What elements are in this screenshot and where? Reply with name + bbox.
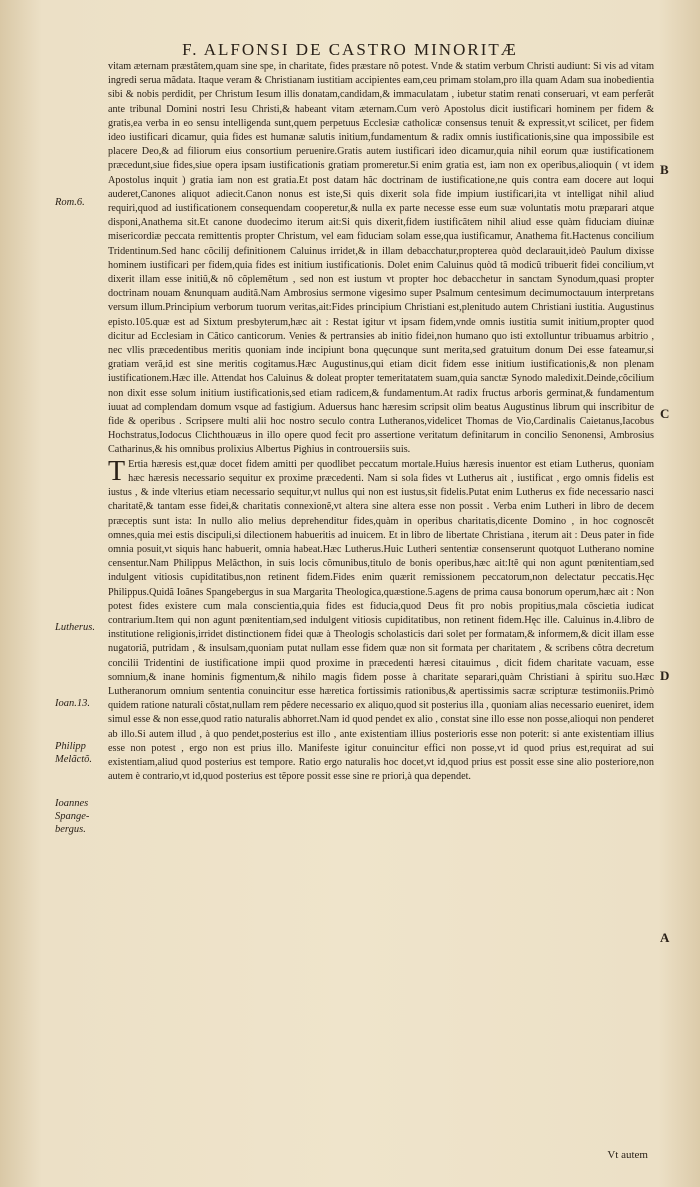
margin-note-ioannes-line2: Spange- <box>55 811 90 822</box>
text-body <box>108 60 654 784</box>
margin-note-ioan: Ioan.13. <box>55 698 90 709</box>
margin-note-ioannes-line3: bergus. <box>55 824 86 835</box>
margin-note-ioannes <box>55 797 105 836</box>
section-letter-a: A <box>660 930 670 945</box>
section-letter-b: B <box>660 162 669 177</box>
margin-note-philipp-line1: Philipp <box>55 741 86 752</box>
margin-note-lutherus: Lutherus. <box>55 622 95 633</box>
section-letter-d: D <box>660 668 670 683</box>
paragraph-2 <box>108 455 654 785</box>
drop-cap: T <box>108 455 126 487</box>
margin-note-rom: Rom.6. <box>55 197 85 208</box>
margin-note-ioannes-line1: Ioannes <box>55 798 89 809</box>
margin-note-philipp-line2: Melãctõ. <box>55 754 93 765</box>
paragraph-1: vitam æternam præstãtem,quam sine spe, in charitate, fides præstare nõ potest. Vnde & statim verbum Christi audiunt: Si vis ad vitam ingredi serua mãdata. Itaque veram & Christianam iustitiam accipientes eam,ceu primam stolam,pro illa quam Adam sua inobedientia sibi & nobis perdidit, per Christum Iesum illis donatam,candidam,& immaculatam , iubetur statim renati conseruari, vt eam perferãt ante tribunal Domini nostri Iesu Christi,& habeant vitam æternam.Cum verò Apostolus dicit iustificari hominem per fidem & gratis,ea verba in eo sensu intelligenda sunt,quem perpetuus Ecclesiæ catholicæ consensus tenuit & expressit,vt scilicet, per fidem ideo iustificari dicamur, quia fides est humanæ salutis initium,fundamentum & radix omnis iustificationis,sine qua impossibile est placere Deo,& ad filiorum eius consortium peruenire.Gratis autem iustificari ideo dicamur,quia nihil eorum quæ iustificationem præcedunt,siue fides,siue opera ipsam iustificationis gratiam promeretur.Si enim gratia est, iam non ex operibus,alioquin ( vt idem Apostolus inquit ) gratia iam non est gratia.Et post datam hãc doctrinam de iustificatione,ne quis contra eam docere aut loqui auderet,Canones aliquot adiecit.Canon nonus est iste,Si quis dixerit sola fide impium iustificari,ita vt intelligat nihil aliud requiri,quod ad iustificationem consequendam cooperetur,& nulla ex parte necesse esse eum suæ voluntatis motu præparari atque disponi,Anathema sit.Et canone duodecimo iterum ait:Si quis dixerit,fidem iustificãtem nihil aliud esse quàm fiduciam diuinæ misericordiæ peccata remittentis propter Christum, vel eam fiduciam solam esse,qua iustificamur, Anathema fit.Hactenus concilium Tridentinum.Sed hanc cõcilij definitionem Caluinus irridet,& in illam debacchatur,propterea quòd declarauit,ideò Paulum dixisse hominem iustificari per fidem,quia fides est initium iustificationis. Dolet enim Caluinus quòd tã modicũ tribuerit fidei concilium,vt dixerit illam esse initiũ,& nõ cõplemẽtum , sed non est iustum vt propter hoc debacchetur in sanctam Synodum,quasi propter doctrinam nouam &nunquam auditã.Nam Ambrosius sermone vigesimo super Psalmum centesimum decimumoctauum interpretans versum illum.Principium verborum tuorum veritas,ait:Fides principium Christiani est,plenitudo autem Christiani iustitia. Augustinus episto.105.quæ est ad Sixtum presbyterum,hæc ait : Restat igitur vt ipsam fidem,vnde omnis iustitia sumit initium,propter quod dicitur ad Ecclesiam in Cãtico canticorum. Venies & pertransies ab initio fidei,non humano quo isti extolluntur tribuamus arbitrio , nec vllis præcedentibus meritis quoniam inde incipiunt bona quęcunque sunt merita,sed gratuitum donum Dei esse fateamur,si gratiam verã,id est sine meritis cogitamus.Hæc Augustinus,qui etiam dicit fidem esse initium iustificationis,& non plenam iustificationem.Hæc ille. Attendat hos Caluinus & doleat propter temeritatatem suam,quia sanctæ Synodo maledixit.Deinde,cõcilium non dixit esse solum initium iustificationis,sed etiam radicem,& fundamentum.At radix fructus arboris germinat,& fundamentum iuuat ad complendam domum vsque ad fastigium. Aduersus hanc hæresim scripsit olim beatus Augustinus librum qui inscribitur de fide & operibus . Scripsere multi alii hoc nostro seculo contra Lutheranos,videlicet Thomas de Vio,Cardinalis Caietanus,Iacobus Hochstratus,Iodocus Clichthouæus in illo opere quod fecit pro assertione veritatum definitarum in concilio Senonensi, Ambrosius Catharinus,& his omnibus prolixius Albertus Pighius in controuersiis suis. <box>108 61 654 456</box>
margin-note-philipp <box>55 740 105 766</box>
section-letter-c: C <box>660 406 670 421</box>
running-head: F. ALFONSI DE CASTRO MINORITÆ <box>182 40 518 59</box>
paragraph-2-text: Ertia hæresis est,quæ docet fidem amitti per quodlibet peccatum mortale.Huius hæresis inuentor est etiam Lutherus, quoniam hæc hæresis necessario sequitur ex proxime præcedenti. Nam si sola fides vt Lutherus ait , iustificat , ergo omnis fidelis est iustus , & inde vlterius etiam necessario sequitur,vt nullus qui non est iustus,sit fidelis.Putat enim Lutherus ex fide necessario nasci charitatẽ,& tantam esse fidei,& charitatis connexionẽ,vt altera sine altera esse non possit . Verba enim Lutheri in libro de decem præceptis sunt ista: In nullo alio melius deprehenditur fides,quàm in operibus charitatis,dicente Domino , in hoc cognoscẽt omnes,quia mei estis discipuli,si dilectionem habueritis ad inuicem. Et in libro de libertate Christiana , iterum ait : Deus pater in fide omnia posuit,vt siquis hanc habuerit, omnia habeat.Hæc Lutherus.Huic Lutheri sententiæ consenserunt quotquot Lutherano nomine censentur.Nam Philippus Melãcthon, in suis locis cõmunibus,titulo de bonis operibus,hæc ait:Itẽ qui non agunt pœnitentiam,sed indulgent vitiosis cupiditatibus,non retinent fidem.Fides enim quærit remissionem peccatorum,non delectatur peccatis.Hęc Philippus.Quidã Ioãnes Spangebergus in sua Margarita Theologica,quæstione.5.agens de prima causa bonorum operum,hæc ait : Non potest fides existere cum mala conscientia,quia fides est fiducia,quod Deus fit pro nobis propitius,mala cõscietia iudicat contrarium.Item qui non agunt pœnitentiam,sed indulgent vitiosis cupiditatibus, non retinent fidem.Hęc ille. Caluinus in.4.libro de institutione religionis,irridet distinctionem fidei quæ à Theologis scholasticis dari solet per formatam,& informem,& dicit illam esse nugatoriã, putridam , & insulsam,quoniam putat nullam esse fidem quæ non sit formata per charitatem , & scribens cõtra decretum concilii Tridentini de iustificatione impii quod proxime in præcedenti hæresi citauimus , dicit fidem charitate vacuam, esse somnium,& inane hominis figmentum,& nihilo magis fidem posse à charitate separari,quàm Christiani à spiritu suo.Hæc Lutheranorum omnium sententia conuincitur esse hæretica fortissimis rationibus,& apertissimis sacræ scripturæ testimoniis.Primò quidem ratione naturali cõstat,nullam rem pẽdere necessario ex aliquo,quod sit posterius illa , quoniam alias necessario eueniret, idem simul esse & non esse,quod ratio naturalis abhorret.Nam id quod pendet ex alio , constat sine illo esse non posse,alioqui non penderet ab illo.Si autem illud , à quo pendet,posterius est illo , ante existentiam illius posterioris esse non poterit: si ante existentiam illius esse non potest , ergo non est prius illo. Manifeste igitur conuincitur effici non posse,vt id quod prius est,requirat ad sui existentiam,aliud quod posterius est tempore. Ratio ergo naturalis hoc docet,vt id,quod prius est possit esse sine alio posteriore,non autem è contrario,vt id,quod posterius est tẽpore possit esse sine re priori,à qua dependet. <box>108 458 654 783</box>
catchword: Vt autem <box>607 1149 648 1161</box>
